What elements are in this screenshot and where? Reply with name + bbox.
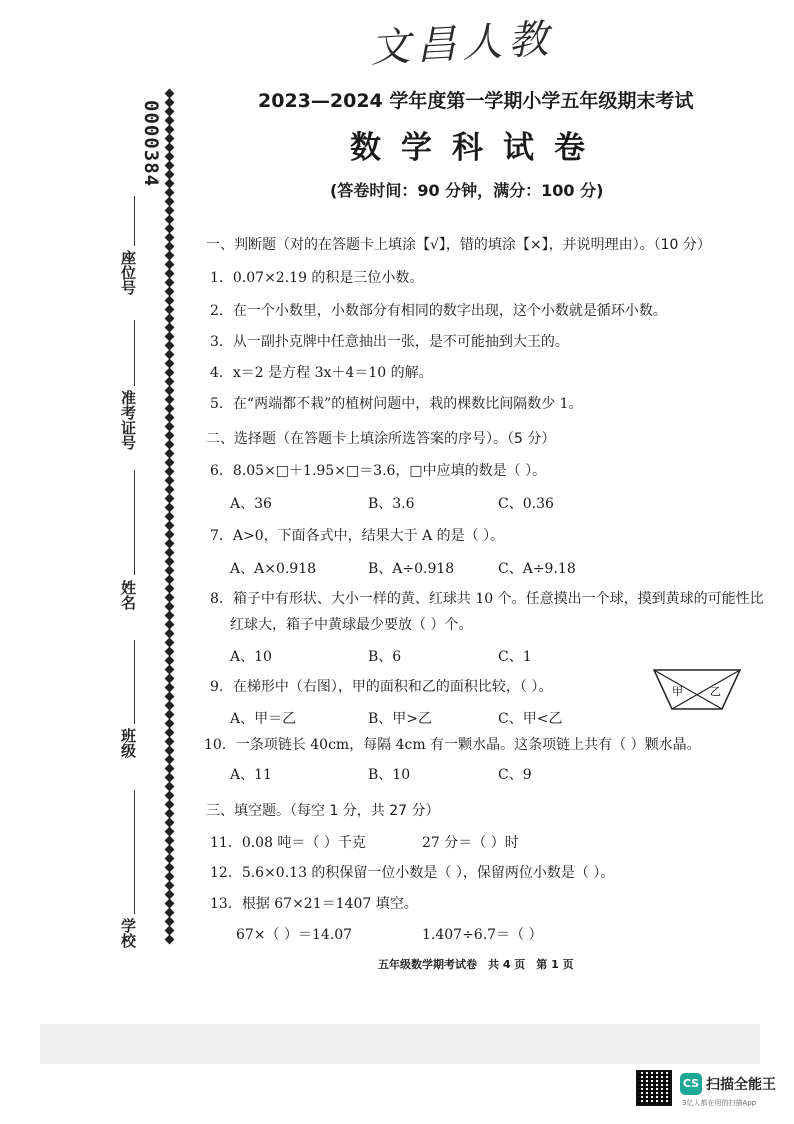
exam-time-score: (答卷时间：90 分钟，满分：100 分) — [330, 181, 604, 200]
section2-title: 二、选择题（在答题卡上填涂所选答案的序号）。（5 分） — [206, 431, 556, 447]
side-fill-line-school — [134, 790, 135, 914]
side-label-name: 姓名 — [119, 580, 137, 610]
q9-option-c: C、甲<乙 — [498, 711, 563, 727]
side-fill-line-class — [134, 640, 135, 724]
question-8-line1: 8．箱子中有形状、大小一样的黄、红球共 10 个。任意摸出一个球，摸到黄球的可能性比 — [210, 591, 764, 607]
section1-title: 一、判断题（对的在答题卡上填涂【√】，错的填涂【×】，并说明理由）。（10 分） — [206, 237, 711, 253]
question-11-b: 27 分＝（ ）时 — [422, 835, 519, 851]
q7-option-c: C、A÷9.18 — [498, 561, 576, 577]
q6-option-b: B、3.6 — [368, 496, 415, 512]
q10-option-b: B、10 — [368, 767, 411, 783]
q6-option-c: C、0.36 — [498, 496, 554, 512]
q9-option-b: B、甲>乙 — [368, 711, 433, 727]
q8-option-b: B、6 — [368, 649, 402, 665]
question-10: 10．一条项链长 40cm，每隔 4cm 有一颗水晶。这条项链上共有（ ）颗水晶。 — [204, 737, 701, 753]
q7-option-a: A、A×0.918 — [230, 561, 317, 577]
scanner-tagline: 3亿人都在用的扫描App — [682, 1099, 757, 1107]
question-1: 1．0.07×2.19 的积是三位小数。 — [210, 270, 424, 286]
trapezoid-outline — [654, 670, 740, 709]
figure-label-yi: 乙 — [710, 685, 721, 698]
question-13-a: 67×（ ）＝14.07 — [236, 927, 353, 943]
side-fill-line-seat — [134, 196, 135, 246]
question-9: 9．在梯形中（右图），甲的面积和乙的面积比较，（ ）。 — [210, 679, 553, 695]
binding-diamond — [165, 935, 175, 945]
q10-option-a: A、11 — [230, 767, 272, 783]
scanner-app-name: 扫描全能王 — [706, 1077, 776, 1093]
exam-title: 数学科试卷 — [350, 130, 605, 166]
question-3: 3．从一副扑克牌中任意抽出一张，是不可能抽到大王的。 — [210, 334, 569, 350]
figure-label-jia: 甲 — [672, 685, 683, 698]
question-4: 4．x＝2 是方程 3x＋4＝10 的解。 — [210, 365, 433, 381]
camscanner-logo-icon: CS — [680, 1073, 702, 1095]
question-12: 12．5.6×0.13 的积保留一位小数是（ ），保留两位小数是（ ）。 — [210, 865, 615, 881]
side-fill-line-exam-no — [134, 320, 135, 386]
q10-option-c: C、9 — [498, 767, 532, 783]
q7-option-b: B、A÷0.918 — [368, 561, 455, 577]
exam-header-line1: 2023—2024 学年度第一学期小学五年级期末考试 — [258, 90, 694, 112]
question-7: 7．A>0，下面各式中，结果大于 A 的是（ ）。 — [210, 528, 505, 544]
qr-code-icon — [636, 1070, 672, 1106]
binding-line — [165, 90, 175, 940]
q8-option-a: A、10 — [230, 649, 272, 665]
side-fill-line-name — [134, 470, 135, 575]
serial-number: 0000384 — [140, 100, 162, 188]
page-footer: 五年级数学期考试卷 共 4 页 第 1 页 — [378, 958, 574, 971]
side-label-school: 学校 — [119, 918, 137, 948]
question-13: 13．根据 67×21＝1407 填空。 — [210, 896, 418, 912]
question-13-b: 1.407÷6.7＝（ ） — [422, 927, 543, 943]
section3-title: 三、填空题。（每空 1 分，共 27 分） — [206, 803, 440, 819]
side-label-exam-no: 准考证号 — [119, 390, 137, 450]
scan-noise-strip — [40, 1024, 760, 1064]
question-8-line2: 红球大，箱子中黄球最少要放（ ）个。 — [230, 617, 473, 633]
question-6: 6．8.05×□＋1.95×□＝3.6，□中应填的数是（ ）。 — [210, 463, 547, 479]
handwritten-note: 文昌人教 — [369, 16, 556, 72]
q8-option-c: C、1 — [498, 649, 532, 665]
trapezoid-figure — [652, 667, 742, 712]
question-5: 5．在“两端都不栽”的植树问题中，栽的棵数比间隔数少 1。 — [210, 396, 583, 412]
scanner-branding — [636, 1070, 786, 1114]
question-11-a: 11．0.08 吨＝（ ）千克 — [210, 835, 366, 851]
q9-option-a: A、甲＝乙 — [230, 711, 297, 727]
side-label-class: 班级 — [119, 728, 137, 758]
question-2: 2．在一个小数里，小数部分有相同的数字出现，这个小数就是循环小数。 — [210, 303, 667, 319]
q6-option-a: A、36 — [230, 496, 272, 512]
side-label-seat: 座位号 — [119, 250, 137, 295]
